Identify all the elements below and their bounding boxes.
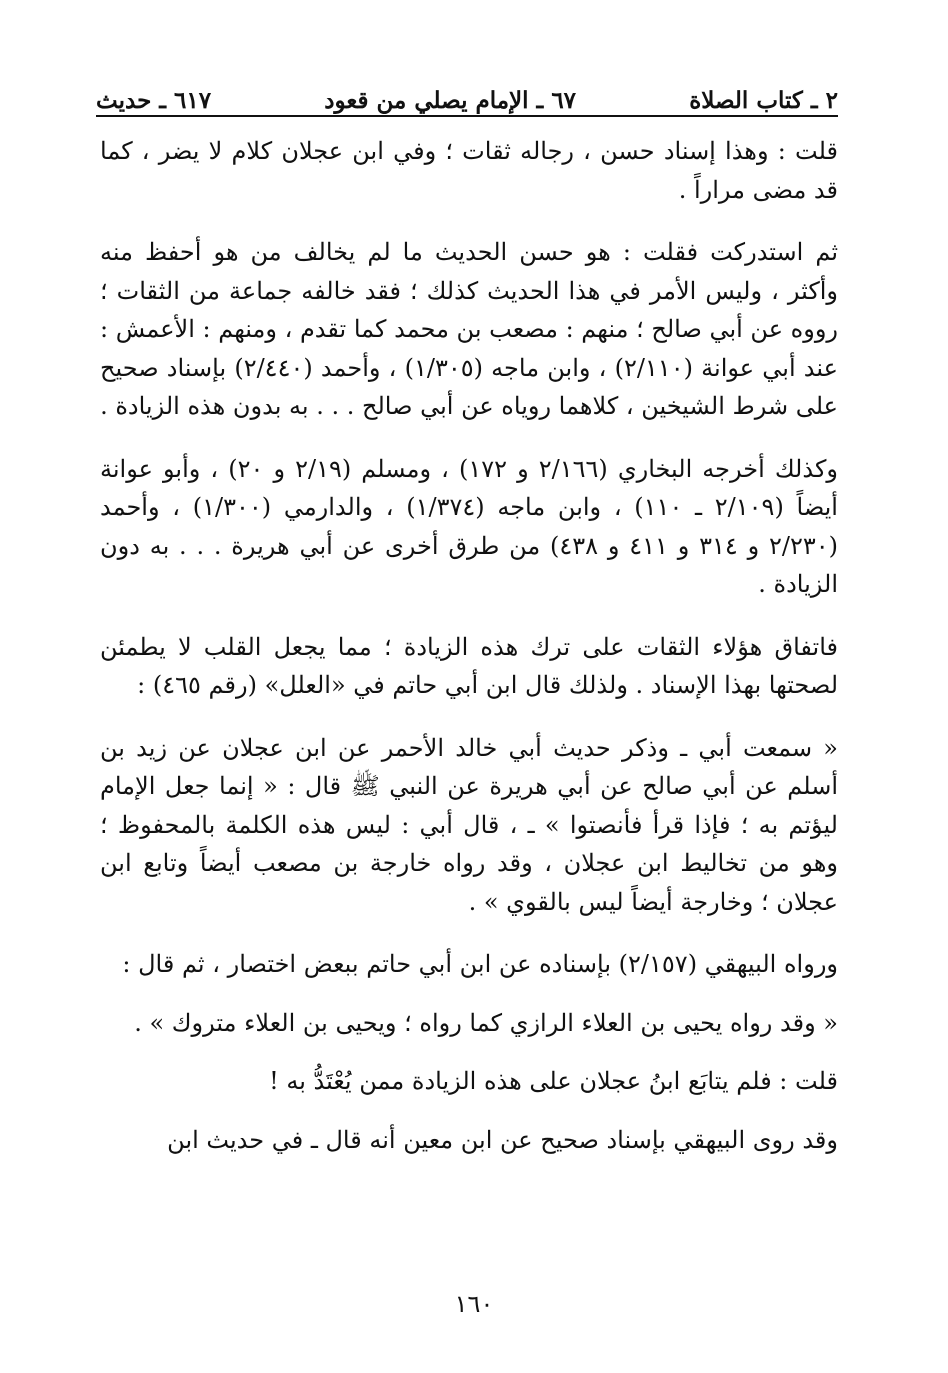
paragraph-7: « وقد رواه يحيى بن العلاء الرازي كما رواه ؛ ويحيى بن العلاء متروك » . [134,1008,838,1037]
running-header [96,74,838,114]
page-number: ١٦٠ [454,1290,494,1318]
page-body [100,132,838,1179]
paragraph-1: قلت : وهذا إسناد حسن ، رجاله ثقات ؛ وفي ابن عجلان كلام لا يضر ، كما قد مضى مراراً . [100,137,838,204]
header-hadith-number: ٦١٧ ـ حديث [96,87,212,114]
paragraph-9: وقد روى البيهقي بإسناد صحيح عن ابن معين أنه قال ـ في حديث ابن [167,1125,838,1154]
header-section-title: ٦٧ ـ الإمام يصلي من قعود [324,87,577,114]
paragraph-6: ورواه البيهقي (٢/١٥٧) بإسناده عن ابن أبي حاتم ببعض اختصار ، ثم قال : [122,950,838,978]
paragraph-8: قلت : فلم يتابَع ابنُ عجلان على هذه الزيادة ممن يُعْتَدُّ به ! [269,1067,838,1095]
quoted-passage: « سمعت أبي ـ وذكر حديث أبي خالد الأحمر عن ابن عجلان عن زيد بن أسلم عن أبي صالح عن أبي هريرة عن النبي ﷺ قال : « إنما جعل الإمام ليؤتم به ؛ فإذا قرأ فأنصتوا » ـ ، قال أبي : ليس هذه الكلمة بالمحفوظ ؛ وهو من تخاليط ابن عجلان ، وقد رواه خارجة بن مصعب أيضاً وتابع ابن عجلان ؛ وخارجة أيضاً ليس بالقوي » . [100,733,839,916]
header-divider [96,115,838,117]
paragraph-4: فاتفاق هؤلاء الثقات على ترك هذه الزيادة ؛ مما يجعل القلب لا يطمئن لصحتها بهذا الإسناد . ولذلك قال ابن أبي حاتم في «العلل» (رقم ٤٦٥) : [100,632,838,699]
paragraph-3: وكذلك أخرجه البخاري (٢/١٦٦ و ١٧٢) ، ومسلم (٢/١٩ و ٢٠) ، وأبو عوانة أيضاً (٢/١٠٩ ـ ١١٠) ، وابن ماجه (١/٣٧٤) ، والدارمي (١/٣٠٠) ، وأحمد (٢/٢٣٠ و ٣١٤ و ٤١١ و ٤٣٨) من طرق أخرى عن أبي هريرة . . . به دون الزيادة . [100,454,838,598]
paragraph-2: ثم استدركت فقلت : هو حسن الحديث ما لم يخالف من هو أحفظ منه وأكثر ، وليس الأمر في هذا الحديث كذلك ؛ فقد خالفه جماعة من الثقات ؛ رووه عن أبي صالح ؛ منهم : مصعب بن محمد كما تقدم ، ومنهم : الأعمش : عند أبي عوانة (٢/١١٠) ، وابن ماجه (١/٣٠٥) ، وأحمد (٢/٤٤٠) بإسناد صحيح على شرط الشيخين ، كلاهما روياه عن أبي صالح . . . به بدون هذه الزيادة . [100,238,838,420]
header-chapter-title: ٢ ـ كتاب الصلاة [689,87,838,114]
